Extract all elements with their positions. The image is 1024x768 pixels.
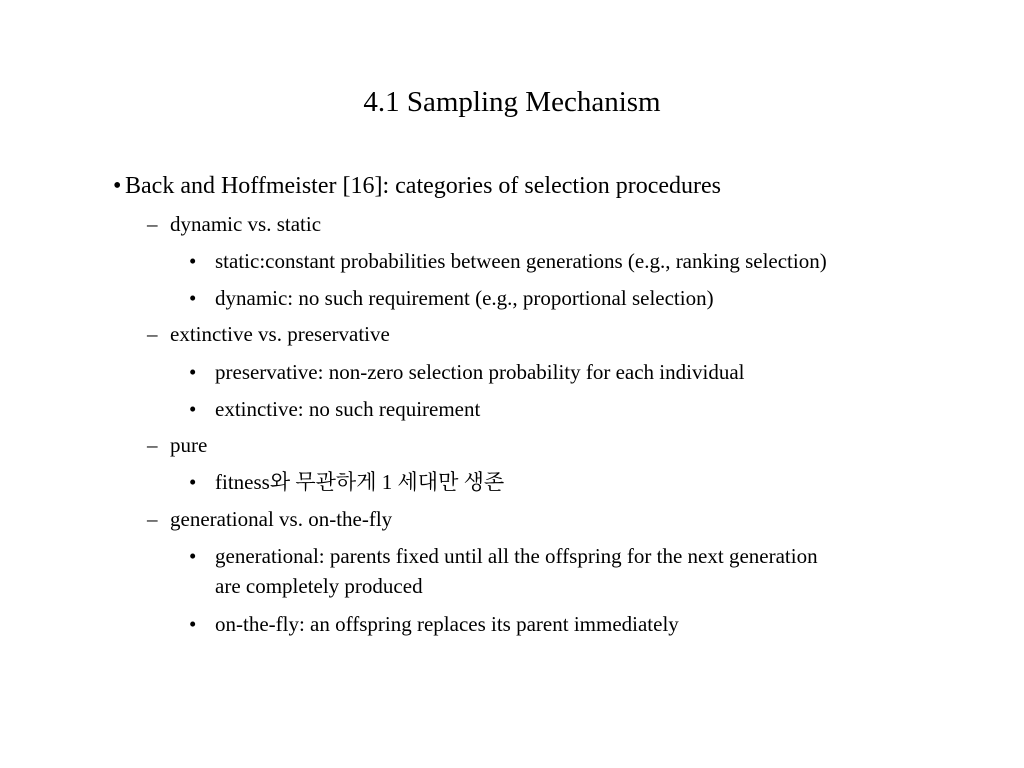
subsubitem-text: are completely produced (215, 574, 423, 598)
subitem-text: dynamic vs. static (170, 212, 322, 236)
subsubitem-text: dynamic: no such requirement (e.g., proportional selection) (215, 286, 714, 310)
subsubitem-text: static:constant probabilities between generations (e.g., ranking selection) (215, 249, 827, 273)
subitem-text: generational vs. on-the-fly (170, 507, 393, 531)
bullet-marker: • (189, 397, 197, 421)
bullet-marker: • (189, 470, 197, 494)
bullet-marker: • (189, 612, 197, 636)
subsubitem-text: preservative: non-zero selection probability for each individual (215, 360, 745, 384)
bullet-marker: • (189, 544, 197, 568)
bullet-marker: • (113, 173, 122, 199)
subsubitem-text: generational: parents fixed until all the offspring for the next generation (215, 544, 818, 568)
dash-marker: – (147, 433, 158, 457)
subitem-text: extinctive vs. preservative (170, 322, 390, 346)
dash-marker: – (147, 507, 158, 531)
subsubitem-text: on-the-fly: an offspring replaces its parent immediately (215, 612, 679, 636)
bullet-marker: • (189, 249, 197, 273)
bullet-marker: • (189, 286, 197, 310)
subitem-text: pure (170, 433, 208, 457)
dash-marker: – (147, 322, 158, 346)
subsubitem-text: extinctive: no such requirement (215, 397, 481, 421)
bullet-marker: • (189, 360, 197, 384)
dash-marker: – (147, 212, 158, 236)
slide-title: 4.1 Sampling Mechanism (363, 86, 661, 118)
subsubitem-text: fitness와 무관하게 1 세대만 생존 (215, 470, 505, 494)
bullet-text: Back and Hoffmeister [16]: categories of selection procedures (125, 173, 721, 199)
